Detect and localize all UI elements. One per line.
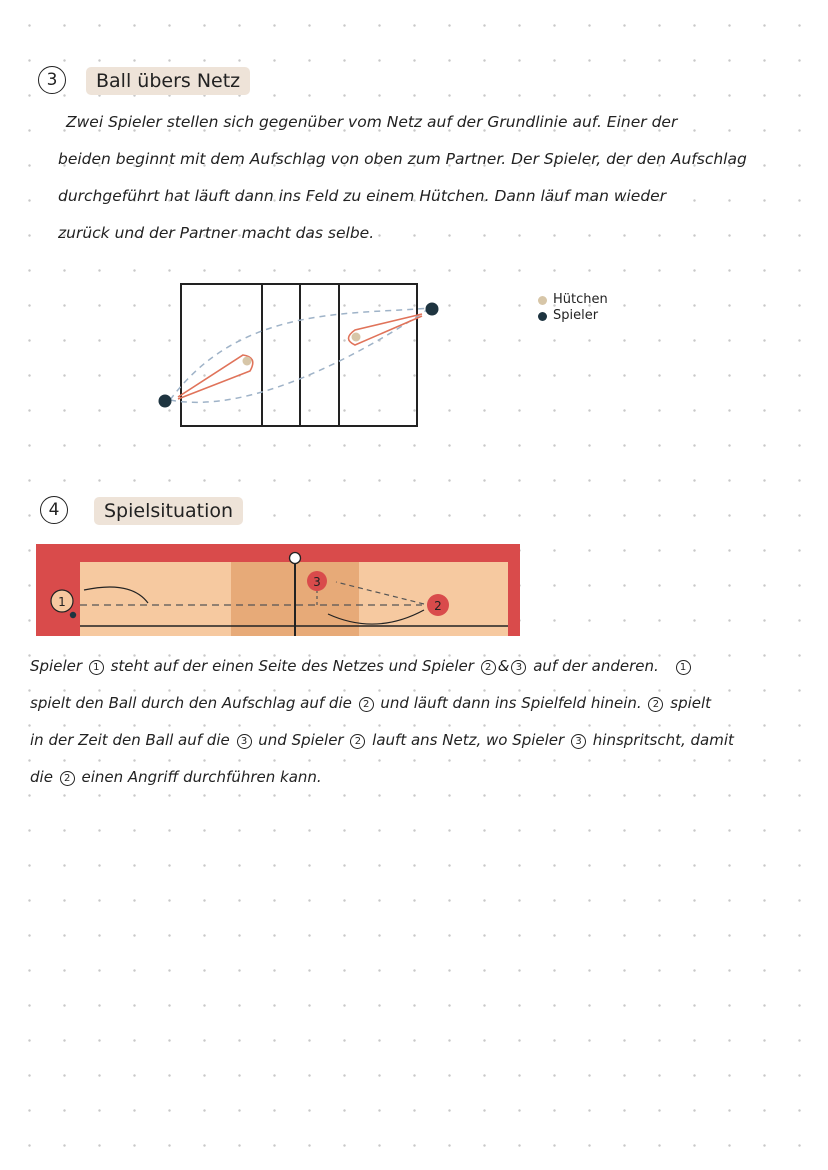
player-icon [538,312,547,321]
section-3-line: durchgeführt hat läuft dann ins Feld zu einem Hütchen. Dann läuf man wieder [58,187,667,205]
legend-label: Spieler [553,308,599,323]
inline-num-3: 3 [571,734,586,749]
section-4-line: in der Zeit den Ball auf die 3 und Spieler 2 lauft ans Netz, wo Spieler 3 hinspritscht, damit [30,731,734,749]
player-left [159,395,172,408]
legend-item-cone [538,292,608,308]
player-right [426,303,439,316]
section-3-number: 3 [38,66,66,94]
cone-icon [538,296,547,305]
section-4-line: Spieler 1 steht auf der einen Seite des Netzes und Spieler 2 & 3 auf der anderen. 1 [30,648,810,685]
legend-item-player [538,308,608,324]
section-3-line: Zwei Spieler stellen sich gegenüber vom Netz auf der Grundlinie auf. Einer der [66,113,678,131]
section-3-line: beiden beginnt mit dem Aufschlag von oben zum Partner. Der Spieler, der den Aufschlag [58,150,747,168]
inline-num-2: 2 [350,734,365,749]
section-4-number: 4 [40,496,68,524]
court-diagram-2 [36,544,522,636]
inline-num-3: 3 [511,660,526,675]
section-4-title: Spielsituation [94,497,243,525]
section-4-line: die 2 einen Angriff durchführen kann. [30,768,322,786]
net-antenna [290,553,301,564]
inline-num-1: 1 [676,660,691,675]
player-1-label: 1 [58,595,66,609]
inline-num-2: 2 [648,697,663,712]
inline-num-2: 2 [359,697,374,712]
player-3-label: 3 [313,575,321,589]
court-diagram-1 [150,275,450,435]
player-2-label: 2 [434,599,442,613]
run-loop-right [349,314,423,345]
section-4-line: spielt den Ball durch den Aufschlag auf die 2 und läuft dann ins Spielfeld hinein. 2 spielt [30,694,712,712]
run-loop-left [178,355,253,399]
legend-label: Hütchen [553,292,608,307]
inline-num-2: 2 [60,771,75,786]
ball-icon [70,612,76,618]
inline-num-2: 2 [481,660,496,675]
inline-num-1: 1 [89,660,104,675]
inline-num-3: 3 [237,734,252,749]
section-3-paragraph [58,104,806,252]
section-3-title: Ball übers Netz [86,67,250,95]
cone-right [352,333,361,342]
section-3-line: zurück und der Partner macht das selbe. [58,224,375,242]
section-4-paragraph [30,648,810,796]
cone-left [243,357,252,366]
legend [538,292,608,324]
